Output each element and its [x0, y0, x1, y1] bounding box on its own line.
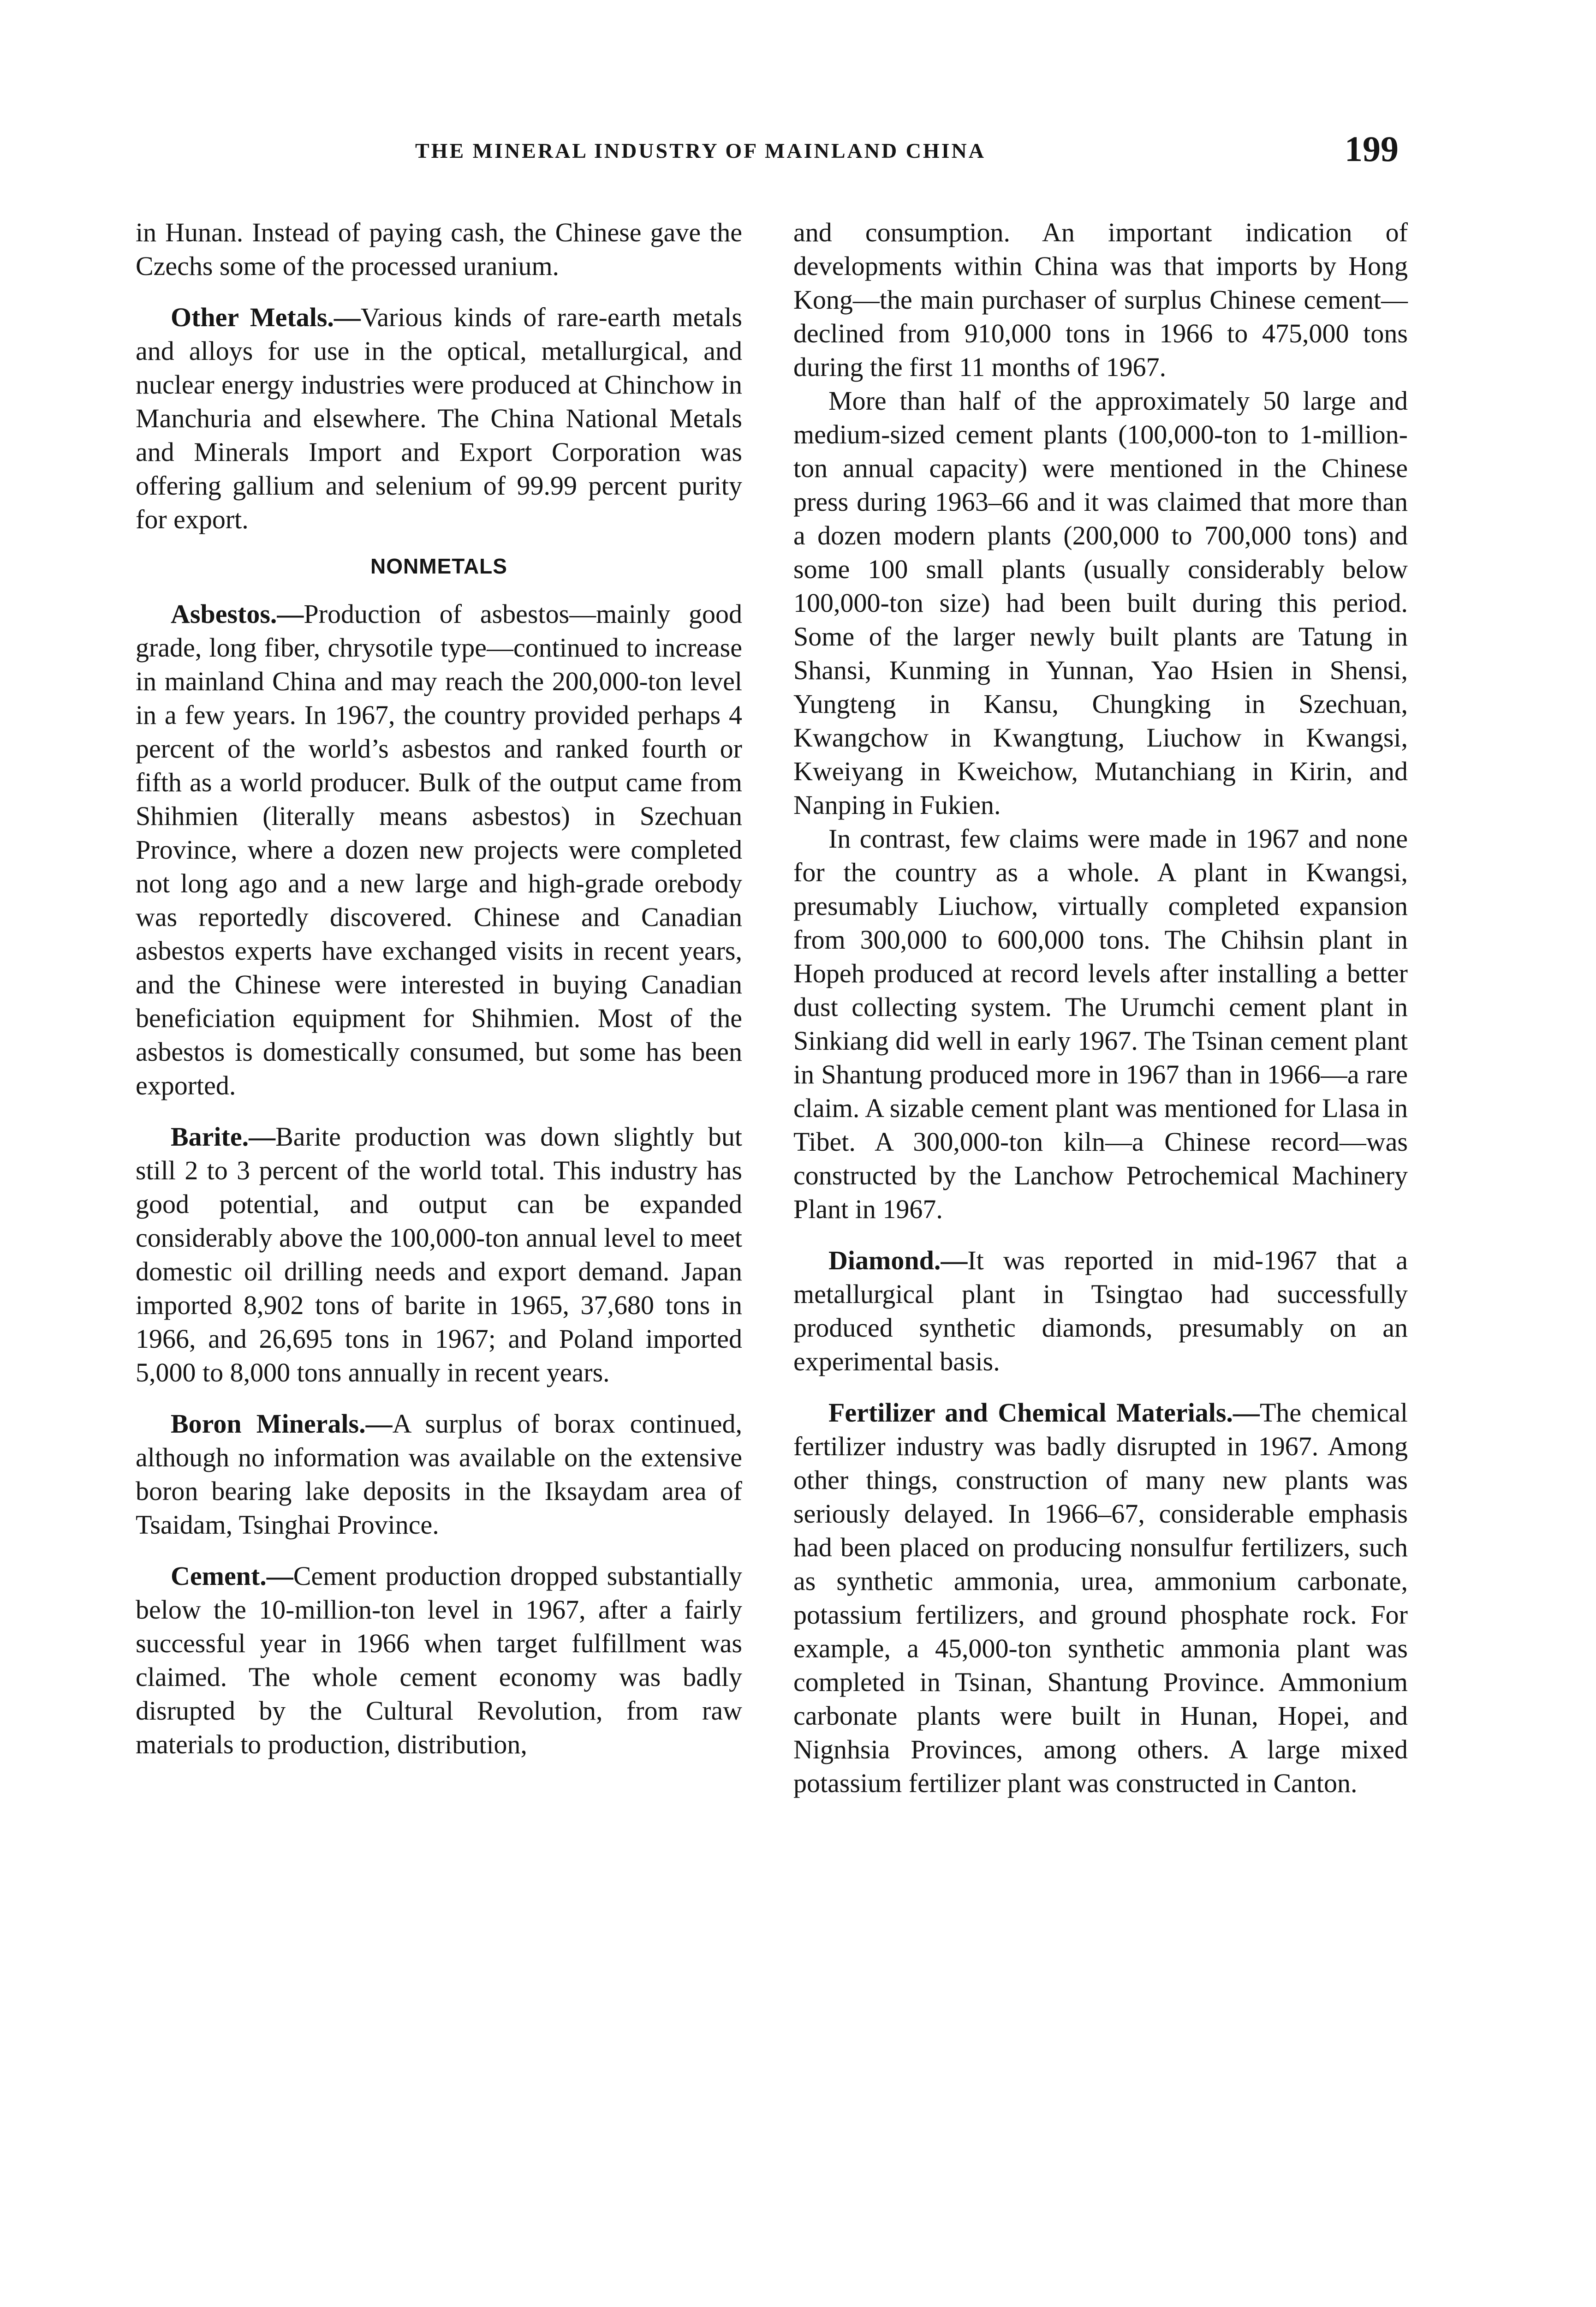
text-diamond: It was reported in mid-1967 that a metallurgical plant in Tsingtao had successfully produced synthetic diamonds, presumably on an experimental basis. — [793, 1245, 1408, 1376]
text-barite: Barite production was down slightly but still 2 to 3 percent of the world total. This industry has good potential, and output can be expanded considerably above the 100,000-ton annual level to meet domestic oil drilling needs and export demand. Japan imported 8,902 tons of barite in 1965, 37,680 tons in 1966, and 26,695 tons in 1967; and Poland imported 5,000 to 8,000 tons annually in recent years. — [136, 1122, 742, 1387]
paragraph-other-metals — [136, 300, 742, 536]
paragraph-cement-plants: More than half of the approximately 50 large and medium-sized cement plants (100,000-ton to 1-million-ton annual capacity) were mentioned in the Chinese press during 1963–66 and it was claimed that more than a dozen modern plants (200,000 to 700,000 tons) and some 100 small plants (usually considerably below 100,000-ton size) had been built during this period. Some of the larger newly built plants are Tatung in Shansi, Kunming in Yunnan, Yao Hsien in Shensi, Yungteng in Kansu, Chungking in Szechuan, Kwangchow in Kwangtung, Liuchow in Kwangsi, Kweiyang in Kweichow, Mutanchiang in Kirin, and Nanping in Fukien. — [793, 386, 1408, 820]
heading-asbestos: Asbestos.— — [171, 599, 304, 629]
paragraph-asbestos — [136, 597, 742, 1102]
right-column — [793, 215, 1408, 1817]
page-number: 199 — [1345, 129, 1399, 169]
paragraph-barite — [136, 1120, 742, 1389]
heading-barite: Barite.— — [171, 1122, 276, 1152]
heading-other-metals: Other Metals.— — [171, 302, 361, 332]
heading-diamond: Diamond.— — [828, 1245, 968, 1275]
heading-fertilizer: Fertilizer and Chemical Materials.— — [828, 1398, 1260, 1428]
text-columns — [0, 215, 1596, 1817]
text-other-metals: Various kinds of rare-earth metals and alloys for use in the optical, metallurgical, and nuclear energy industries were produced at Chinchow in Manchuria and elsewhere. The China National Metals and Minerals Import and Export Corporation was offering gallium and selenium of 99.99 percent purity for export. — [136, 302, 742, 534]
running-title: THE MINERAL INDUSTRY OF MAINLAND CHINA — [415, 139, 986, 162]
section-heading-nonmetals: NONMETALS — [370, 554, 507, 578]
paragraph-fertilizer — [793, 1396, 1408, 1800]
heading-boron: Boron Minerals.— — [171, 1409, 393, 1439]
paragraph-cement — [136, 1559, 742, 1761]
paragraph-diamond — [793, 1243, 1408, 1378]
heading-cement: Cement.— — [171, 1561, 293, 1591]
text-cement: Cement production dropped substantially below the 10-million-ton level in 1967, after a fairly successful year in 1966 when target fulfillment was claimed. The whole cement economy was badly disrupted by the Cultural Revolution, from raw materials to production, distribution, — [136, 1561, 742, 1759]
left-column — [136, 215, 742, 1779]
paragraph-boron — [136, 1407, 742, 1542]
text-asbestos: Production of asbestos—mainly good grade, long fiber, chrysotile type—continued to increase in mainland China and may reach the 200,000-ton level in a few years. In 1967, the country provided perhaps 4 percent of the world’s asbestos and ranked fourth or fifth as a world producer. Bulk of the output came from Shihmien (literally means asbestos) in Szechuan Province, where a dozen new projects were completed not long ago and a new large and high-grade orebody was reportedly discovered. Chinese and Canadian asbestos experts have exchanged visits in recent years, and the Chinese were interested in buying Canadian beneficiation equipment for Shihmien. Most of the asbestos is domestically consumed, but some has been exported. — [136, 599, 742, 1100]
paragraph-cement-continued: and consumption. An important indication of developments within China was that imports by Hong Kong—the main purchaser of surplus Chinese cement—declined from 910,000 tons in 1966 to 475,000 tons during the first 11 months of 1967. — [793, 217, 1408, 382]
text-boron: A surplus of borax continued, although no information was available on the extensive boron bearing lake deposits in the Iksaydam area of Tsaidam, Tsinghai Province. — [136, 1409, 742, 1540]
text-fertilizer: The chemical fertilizer industry was badly disrupted in 1967. Among other things, construction of many new plants was seriously delayed. In 1966–67, considerable emphasis had been placed on producing nonsulfur fertilizers, such as synthetic ammonia, urea, ammonium carbonate, potassium fertilizers, and ground phosphate rock. For example, a 45,000-ton synthetic ammonia plant was completed in Tsinan, Shantung Province. Ammonium carbonate plants were built in Hunan, Hopei, and Nignhsia Provinces, among others. A large mixed potassium fertilizer plant was constructed in Canton. — [793, 1398, 1408, 1798]
paragraph-uranium-continued: in Hunan. Instead of paying cash, the Chinese gave the Czechs some of the processed uranium. — [136, 217, 742, 281]
paragraph-cement-1967: In contrast, few claims were made in 1967 and none for the country as a whole. A plant in Kwangsi, presumably Liuchow, virtually completed expansion from 300,000 to 600,000 tons. The Chihsin plant in Hopeh produced at record levels after installing a better dust collecting system. The Urumchi cement plant in Sinkiang did well in early 1967. The Tsinan cement plant in Shantung produced more in 1967 than in 1966—a rare claim. A sizable cement plant was mentioned for Llasa in Tibet. A 300,000-ton kiln—a Chinese record—was constructed by the Lanchow Petrochemical Machinery Plant in 1967. — [793, 824, 1408, 1224]
